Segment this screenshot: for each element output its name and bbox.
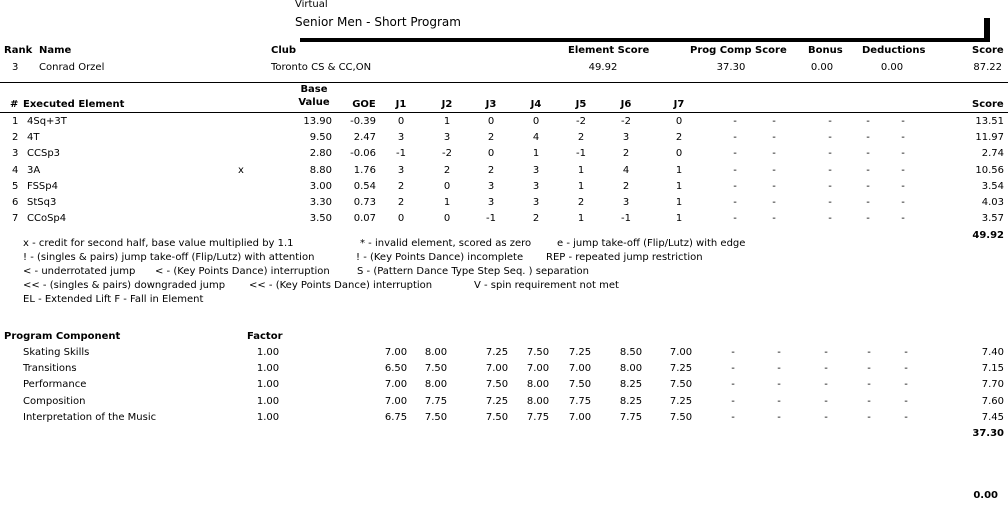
empty-judge-dash: - xyxy=(733,197,737,208)
empty-judge-dash: - xyxy=(828,180,832,192)
element-judge-score: 2 xyxy=(577,197,585,208)
element-judge-score: 4 xyxy=(622,164,630,176)
judge-header-j1: J1 xyxy=(395,99,407,110)
component-judge-score: 7.25 xyxy=(568,347,592,358)
empty-judge-dash: - xyxy=(866,197,870,208)
empty-judge-dash: - xyxy=(904,395,908,407)
component-factor: 1.00 xyxy=(256,347,280,358)
element-goe: 0.54 xyxy=(353,180,376,192)
judge-header-j2: J2 xyxy=(441,99,453,110)
element-judge-score: 3 xyxy=(622,132,630,144)
component-judge-score: 7.25 xyxy=(669,363,693,375)
component-judge-score: 7.00 xyxy=(669,347,693,358)
empty-judge-dash: - xyxy=(867,363,871,375)
empty-judge-dash: - xyxy=(828,197,832,208)
component-score: 7.45 xyxy=(981,411,1004,423)
empty-judge-dash: - xyxy=(824,379,828,391)
element-score: 3.54 xyxy=(981,180,1004,192)
element-judge-score: 3 xyxy=(487,197,495,208)
element-score: 10.56 xyxy=(975,164,1004,176)
component-name: Performance xyxy=(23,379,87,391)
element-goe: 1.76 xyxy=(353,164,376,176)
component-judge-score: 7.25 xyxy=(485,347,509,358)
element-row-num: 6 xyxy=(12,197,19,208)
component-judge-score: 7.00 xyxy=(384,379,408,391)
empty-judge-dash: - xyxy=(866,132,870,144)
empty-judge-dash: - xyxy=(772,148,776,160)
component-name: Skating Skills xyxy=(23,347,90,358)
empty-judge-dash: - xyxy=(866,213,870,225)
component-judge-score: 8.00 xyxy=(619,363,643,375)
judge-header-j6: J6 xyxy=(620,99,632,110)
element-base-value: 3.30 xyxy=(309,197,332,208)
element-score: 2.74 xyxy=(981,148,1004,160)
component-judge-score: 6.50 xyxy=(384,363,408,375)
element-judge-score: 2 xyxy=(532,213,540,225)
empty-judge-dash: - xyxy=(904,347,908,358)
empty-judge-dash: - xyxy=(772,213,776,225)
element-judge-score: 0 xyxy=(397,213,405,225)
total-score-value: 87.22 xyxy=(973,62,1002,73)
empty-judge-dash: - xyxy=(828,213,832,225)
bonus-value: 0.00 xyxy=(810,62,834,73)
empty-judge-dash: - xyxy=(772,180,776,192)
empty-judge-dash: - xyxy=(777,395,781,407)
element-score: 4.03 xyxy=(981,197,1004,208)
element-base-value: 9.50 xyxy=(309,132,332,144)
element-judge-score: 0 xyxy=(532,116,540,127)
element-judge-score: 1 xyxy=(675,197,683,208)
component-factor: 1.00 xyxy=(256,395,280,407)
legend-item: * - invalid element, scored as zero xyxy=(360,238,532,249)
component-judge-score: 8.00 xyxy=(424,347,448,358)
component-judge-score: 7.50 xyxy=(485,411,509,423)
element-score-col-header: Score xyxy=(972,99,1004,110)
empty-judge-dash: - xyxy=(731,395,735,407)
element-base-value: 3.50 xyxy=(309,213,332,225)
component-judge-score: 8.25 xyxy=(619,395,643,407)
name-header: Name xyxy=(39,45,72,56)
empty-judge-dash: - xyxy=(733,164,737,176)
prog-comp-score-header: Prog Comp Score xyxy=(690,45,787,56)
component-factor: 1.00 xyxy=(256,363,280,375)
elements-total: 49.92 xyxy=(972,230,1004,241)
component-judge-score: 7.75 xyxy=(424,395,448,407)
judge-header-j5: J5 xyxy=(575,99,587,110)
element-row-num: 1 xyxy=(12,116,19,127)
empty-judge-dash: - xyxy=(867,379,871,391)
element-base-value: 8.80 xyxy=(309,164,332,176)
title-underline xyxy=(300,38,990,42)
element-judge-score: 3 xyxy=(532,164,540,176)
legend-item: ! - (Key Points Dance) incomplete xyxy=(356,252,524,263)
rank-header: Rank xyxy=(4,45,33,56)
empty-judge-dash: - xyxy=(867,347,871,358)
component-judge-score: 7.25 xyxy=(485,395,509,407)
empty-judge-dash: - xyxy=(901,164,905,176)
element-judge-score: 1 xyxy=(443,197,451,208)
component-judge-score: 7.50 xyxy=(669,379,693,391)
empty-judge-dash: - xyxy=(866,180,870,192)
score-header: Score xyxy=(972,45,1004,56)
legend-item: < - underrotated jump xyxy=(23,266,136,277)
deductions-header: Deductions xyxy=(862,45,926,56)
element-judge-score: 1 xyxy=(577,213,585,225)
component-judge-score: 7.00 xyxy=(384,395,408,407)
empty-judge-dash: - xyxy=(772,116,776,127)
element-score-value: 49.92 xyxy=(588,62,618,73)
empty-judge-dash: - xyxy=(772,132,776,144)
empty-judge-dash: - xyxy=(904,379,908,391)
element-judge-score: -2 xyxy=(442,148,452,160)
empty-judge-dash: - xyxy=(777,363,781,375)
bonus-header: Bonus xyxy=(808,45,843,56)
judge-header-j7: J7 xyxy=(673,99,685,110)
deductions-value: 0.00 xyxy=(880,62,904,73)
empty-judge-dash: - xyxy=(733,180,737,192)
empty-judge-dash: - xyxy=(901,197,905,208)
base-header-1: Base xyxy=(300,84,328,95)
element-code: StSq3 xyxy=(27,197,57,208)
prog-comp-score-value: 37.30 xyxy=(716,62,746,73)
element-judge-score: 2 xyxy=(487,132,495,144)
element-goe: 0.73 xyxy=(353,197,376,208)
component-judge-score: 7.00 xyxy=(568,363,592,375)
element-judge-score: 1 xyxy=(675,164,683,176)
component-judge-score: 7.00 xyxy=(384,347,408,358)
empty-judge-dash: - xyxy=(828,116,832,127)
empty-judge-dash: - xyxy=(777,379,781,391)
event-label: Virtual xyxy=(295,0,328,10)
empty-judge-dash: - xyxy=(866,148,870,160)
legend-item: < - (Key Points Dance) interruption xyxy=(155,266,330,277)
element-judge-score: 0 xyxy=(487,116,495,127)
element-judge-score: 1 xyxy=(577,164,585,176)
empty-judge-dash: - xyxy=(867,411,871,423)
empty-judge-dash: - xyxy=(777,347,781,358)
element-score: 3.57 xyxy=(981,213,1004,225)
empty-judge-dash: - xyxy=(733,148,737,160)
element-base-value: 3.00 xyxy=(309,180,332,192)
empty-judge-dash: - xyxy=(772,197,776,208)
element-code: FSSp4 xyxy=(27,180,58,192)
element-code: CCSp3 xyxy=(27,148,61,160)
component-judge-score: 7.50 xyxy=(568,379,592,391)
element-score-header: Element Score xyxy=(568,45,650,56)
element-judge-score: 2 xyxy=(397,197,405,208)
legend-item: << - (singles & pairs) downgraded jump xyxy=(23,280,226,291)
element-header-divider xyxy=(0,112,1008,113)
component-judge-score: 7.50 xyxy=(669,411,693,423)
skater-name: Conrad Orzel xyxy=(39,62,105,73)
page-title: Senior Men - Short Program xyxy=(295,15,461,29)
element-code: CCoSp4 xyxy=(27,213,67,225)
element-judge-score: 2 xyxy=(577,132,585,144)
element-goe: 2.47 xyxy=(353,132,376,144)
empty-judge-dash: - xyxy=(731,411,735,423)
element-judge-score: 1 xyxy=(675,180,683,192)
legend-item: ! - (singles & pairs) jump take-off (Flip/Lutz) with attention xyxy=(23,252,315,263)
component-score: 7.60 xyxy=(981,395,1004,407)
component-judge-score: 6.75 xyxy=(384,411,408,423)
component-judge-score: 7.00 xyxy=(485,363,509,375)
element-goe: -0.06 xyxy=(350,148,376,160)
element-judge-score: 1 xyxy=(577,180,585,192)
element-judge-score: 2 xyxy=(622,180,630,192)
club-value: Toronto CS & CC,ON xyxy=(271,62,372,73)
element-row-num: 2 xyxy=(12,132,19,144)
element-judge-score: -1 xyxy=(576,148,586,160)
empty-judge-dash: - xyxy=(824,347,828,358)
judge-header-j4: J4 xyxy=(530,99,542,110)
component-judge-score: 7.50 xyxy=(424,363,448,375)
element-judge-score: 3 xyxy=(532,180,540,192)
empty-judge-dash: - xyxy=(901,180,905,192)
component-judge-score: 7.75 xyxy=(568,395,592,407)
element-judge-score: 1 xyxy=(675,213,683,225)
legend-item: EL - Extended Lift F - Fall in Element xyxy=(23,294,204,305)
component-judge-score: 8.25 xyxy=(619,379,643,391)
empty-judge-dash: - xyxy=(824,395,828,407)
component-judge-score: 7.50 xyxy=(424,411,448,423)
component-judge-score: 7.75 xyxy=(526,411,550,423)
element-judge-score: 4 xyxy=(532,132,540,144)
element-judge-score: 2 xyxy=(487,164,495,176)
element-judge-score: 0 xyxy=(675,116,683,127)
empty-judge-dash: - xyxy=(904,411,908,423)
empty-judge-dash: - xyxy=(772,164,776,176)
element-judge-score: 0 xyxy=(675,148,683,160)
element-score: 11.97 xyxy=(975,132,1004,144)
component-score: 7.70 xyxy=(981,379,1004,391)
component-score: 7.40 xyxy=(981,347,1004,358)
empty-judge-dash: - xyxy=(824,411,828,423)
component-factor: 1.00 xyxy=(256,379,280,391)
empty-judge-dash: - xyxy=(731,347,735,358)
element-judge-score: 3 xyxy=(397,132,405,144)
component-judge-score: 7.50 xyxy=(526,347,550,358)
element-judge-score: 1 xyxy=(532,148,540,160)
element-judge-score: 1 xyxy=(443,116,451,127)
element-judge-score: 0 xyxy=(487,148,495,160)
empty-judge-dash: - xyxy=(828,148,832,160)
empty-judge-dash: - xyxy=(731,379,735,391)
program-component-header: Program Component xyxy=(4,331,121,342)
component-factor: 1.00 xyxy=(256,411,280,423)
empty-judge-dash: - xyxy=(867,395,871,407)
empty-judge-dash: - xyxy=(733,213,737,225)
element-base-value: 2.80 xyxy=(309,148,332,160)
legend-item: << - (Key Points Dance) interruption xyxy=(249,280,433,291)
empty-judge-dash: - xyxy=(733,132,737,144)
empty-judge-dash: - xyxy=(733,116,737,127)
element-judge-score: 0 xyxy=(397,116,405,127)
element-base-value: 13.90 xyxy=(303,116,332,127)
element-code: 4T xyxy=(27,132,40,144)
element-judge-score: -2 xyxy=(576,116,586,127)
components-total: 37.30 xyxy=(972,428,1004,439)
component-judge-score: 7.00 xyxy=(526,363,550,375)
element-goe: 0.07 xyxy=(353,213,376,225)
component-judge-score: 8.00 xyxy=(526,395,550,407)
rank-value: 3 xyxy=(12,62,19,73)
summary-divider xyxy=(0,82,1008,83)
element-row-num: 5 xyxy=(12,180,19,192)
element-judge-score: -1 xyxy=(396,148,406,160)
element-judge-score: 2 xyxy=(675,132,683,144)
element-code: 3A xyxy=(27,164,41,176)
element-judge-score: 3 xyxy=(622,197,630,208)
element-judge-score: 0 xyxy=(443,180,451,192)
element-judge-score: 3 xyxy=(443,132,451,144)
element-judge-score: 3 xyxy=(487,180,495,192)
empty-judge-dash: - xyxy=(828,164,832,176)
empty-judge-dash: - xyxy=(901,116,905,127)
component-judge-score: 7.75 xyxy=(619,411,643,423)
empty-judge-dash: - xyxy=(777,411,781,423)
element-code: 4Sq+3T xyxy=(27,116,67,127)
element-judge-score: -1 xyxy=(486,213,496,225)
element-num-header: # xyxy=(10,99,19,110)
empty-judge-dash: - xyxy=(828,132,832,144)
judge-header-j3: J3 xyxy=(485,99,497,110)
legend-item: S - (Pattern Dance Type Step Seq. ) separation xyxy=(357,266,589,277)
goe-header: GOE xyxy=(352,99,376,110)
component-name: Composition xyxy=(23,395,86,407)
element-judge-score: 2 xyxy=(622,148,630,160)
component-judge-score: 7.00 xyxy=(568,411,592,423)
component-judge-score: 8.50 xyxy=(619,347,643,358)
element-judge-score: 3 xyxy=(532,197,540,208)
component-judge-score: 8.00 xyxy=(424,379,448,391)
legend-item: x - credit for second half, base value multiplied by 1.1 xyxy=(23,238,294,249)
legend-item: V - spin requirement not met xyxy=(474,280,619,291)
element-judge-score: 2 xyxy=(397,180,405,192)
element-goe: -0.39 xyxy=(350,116,376,127)
element-score: 13.51 xyxy=(975,116,1004,127)
component-name: Interpretation of the Music xyxy=(23,411,157,423)
empty-judge-dash: - xyxy=(904,363,908,375)
element-flag: x xyxy=(238,164,244,176)
empty-judge-dash: - xyxy=(824,363,828,375)
element-row-num: 3 xyxy=(12,148,19,160)
factor-header: Factor xyxy=(247,331,283,342)
component-judge-score: 7.50 xyxy=(485,379,509,391)
empty-judge-dash: - xyxy=(866,116,870,127)
component-name: Transitions xyxy=(23,363,77,375)
element-row-num: 7 xyxy=(12,213,19,225)
empty-judge-dash: - xyxy=(901,213,905,225)
club-header: Club xyxy=(271,45,297,56)
empty-judge-dash: - xyxy=(901,148,905,160)
element-row-num: 4 xyxy=(12,164,19,176)
legend-item: e - jump take-off (Flip/Lutz) with edge xyxy=(557,238,746,249)
component-judge-score: 7.25 xyxy=(669,395,693,407)
deductions-total: 0.00 xyxy=(973,490,998,501)
element-judge-score: 2 xyxy=(443,164,451,176)
empty-judge-dash: - xyxy=(901,132,905,144)
base-header-2: Value xyxy=(298,97,330,108)
empty-judge-dash: - xyxy=(731,363,735,375)
element-judge-score: 0 xyxy=(443,213,451,225)
legend-item: REP - repeated jump restriction xyxy=(546,252,703,263)
component-judge-score: 8.00 xyxy=(526,379,550,391)
executed-element-header: Executed Element xyxy=(23,99,125,110)
empty-judge-dash: - xyxy=(866,164,870,176)
element-judge-score: -2 xyxy=(621,116,631,127)
title-bracket xyxy=(984,18,990,42)
element-judge-score: 3 xyxy=(397,164,405,176)
element-judge-score: -1 xyxy=(621,213,631,225)
component-score: 7.15 xyxy=(981,363,1004,375)
